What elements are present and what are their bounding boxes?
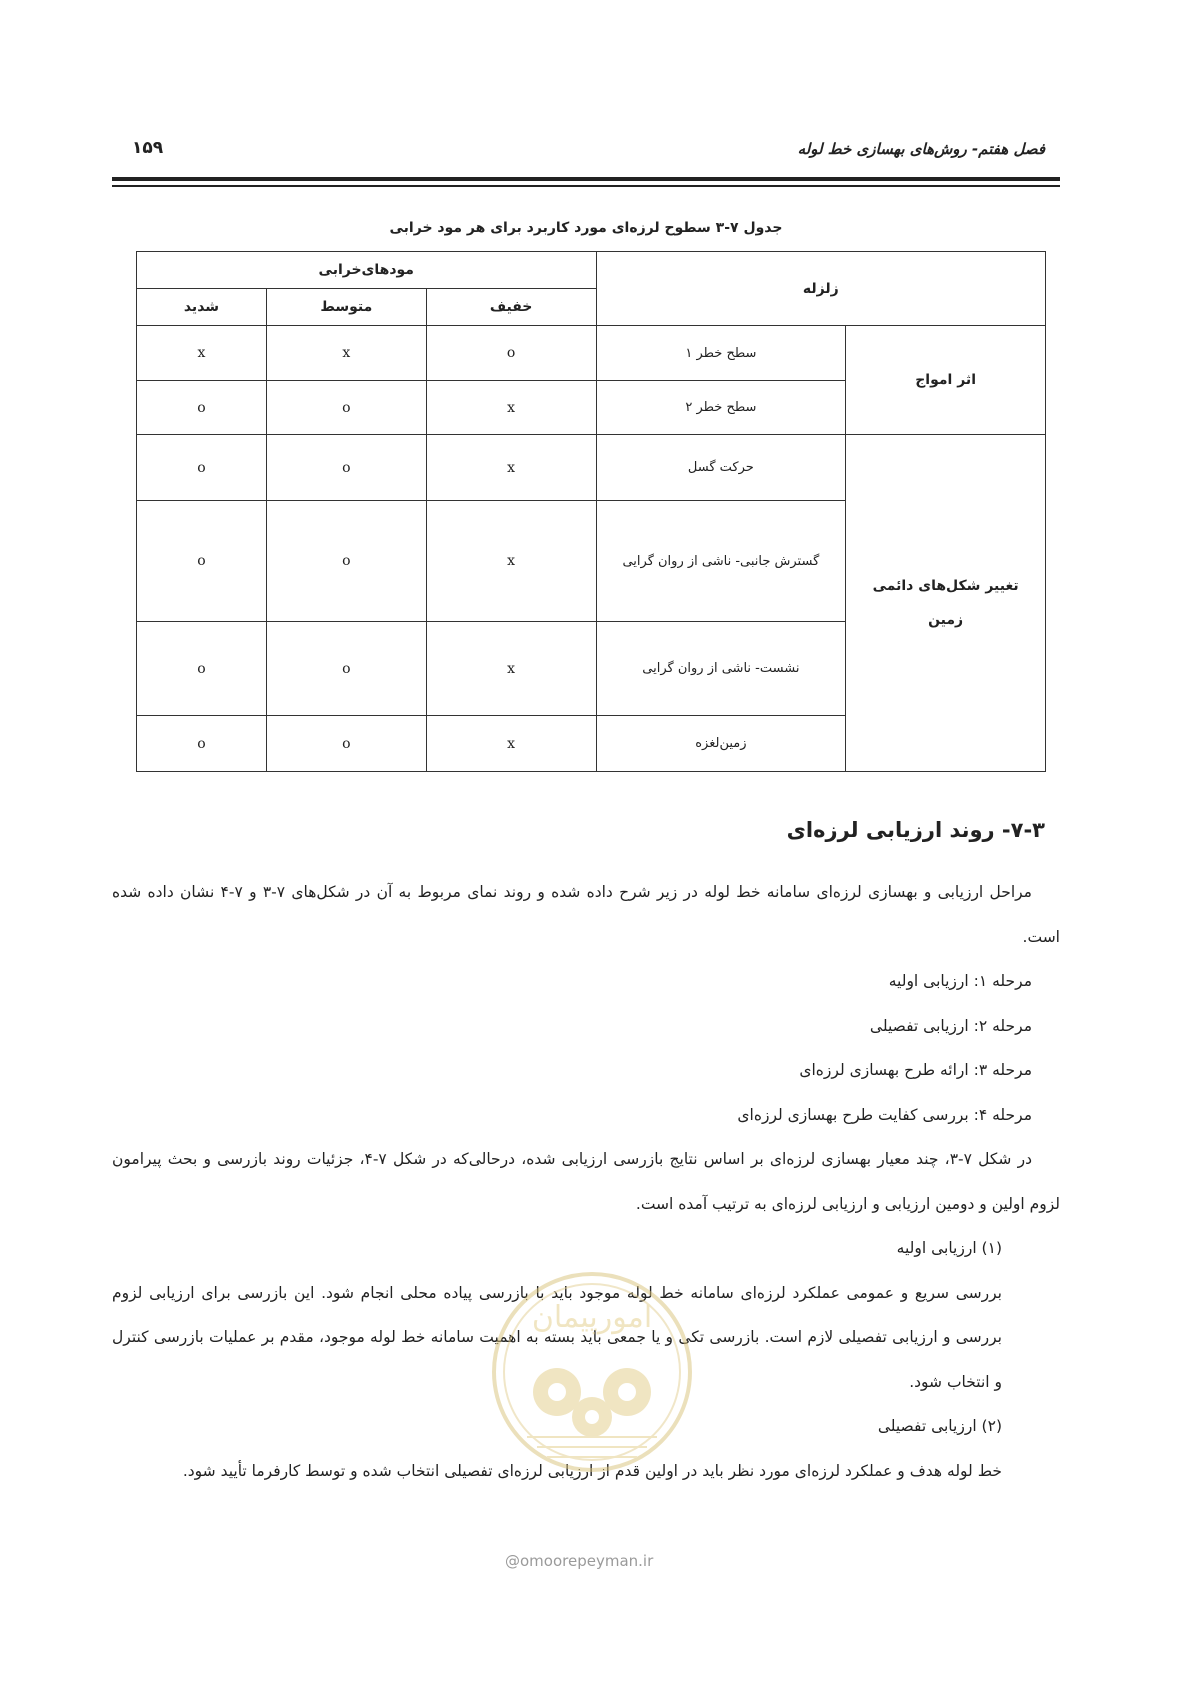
cell-severe: o [137, 716, 267, 772]
subsection-title: (۲) ارزیابی تفصیلی [877, 1417, 1002, 1435]
cell-light: x [426, 716, 596, 772]
row-label: زمین‌لغزه [596, 716, 846, 772]
cell-light: o [426, 326, 596, 381]
body-text [112, 870, 1060, 1493]
cell-light: x [426, 435, 596, 501]
row-label: حرکت گسل [596, 435, 846, 501]
cell-medium: x [266, 326, 426, 381]
cell-light: x [426, 501, 596, 622]
cell-medium: o [266, 435, 426, 501]
cell-severe: o [137, 501, 267, 622]
row-label: سطح خطر ۲ [596, 381, 846, 435]
step-1: مرحله ۱: ارزیابی اولیه [888, 972, 1032, 990]
chapter-title: فصل هفتم- روش‌های بهسازی خط لوله [797, 140, 1045, 158]
header-rule-thin [112, 185, 1060, 187]
table-row [137, 326, 1046, 381]
cell-medium: o [266, 622, 426, 716]
cell-severe: x [137, 326, 267, 381]
cell-medium: o [266, 381, 426, 435]
row-label: سطح خطر ۱ [596, 326, 846, 381]
header-medium: متوسط [266, 289, 426, 326]
cell-severe: o [137, 435, 267, 501]
cell-light: x [426, 622, 596, 716]
section-title: ۷-۳- روند ارزیابی لرزه‌ای [786, 818, 1045, 842]
subsection-text: بررسی سریع و عمومی عملکرد لرزه‌ای سامانه خط لوله موجود باید با بازرسی پیاده محلی انجام شود. این بازرسی برای ارزیابی لزوم بررسی و ارزیابی تفصیلی لازم است. بازرسی تکی و یا جمعی باید بسته به اهمیت سامانه خط لوله موجود، مقدم بر عملیات بازرسی کنترل و انتخاب شود. [112, 1283, 1002, 1391]
step-2: مرحله ۲: ارزیابی تفصیلی [869, 1016, 1032, 1035]
cell-medium: o [266, 716, 426, 772]
table-row [137, 435, 1046, 501]
group-wave-effect: اثر امواج [846, 326, 1046, 435]
paragraph: در شکل ۷-۳، چند معیار بهسازی لرزه‌ای بر اساس نتایج بازرسی ارزیابی شده، درحالی‌که در شکل ۷-۴، جزئیات روند بازرسی و بحث پیرامون لزوم اولین و دومین ارزیابی و ارزیابی لرزه‌ای به ترتیب آمده است. [112, 1150, 1060, 1213]
watermark-logo-text: امورپیمان [531, 1300, 653, 1335]
subsection-text: خط لوله هدف و عملکرد لرزه‌ای مورد نظر باید در اولین قدم از ارزیابی لرزه‌ای تفصیلی انتخاب شده و توسط کارفرما تأیید شود. [182, 1461, 1002, 1480]
cell-severe: o [137, 381, 267, 435]
cell-medium: o [266, 501, 426, 622]
header-severe: شدید [137, 289, 267, 326]
header-earthquake: زلزله [596, 252, 1045, 326]
seismic-levels-table [136, 251, 1046, 772]
cell-light: x [426, 381, 596, 435]
paragraph: مراحل ارزیابی و بهسازی لرزه‌ای سامانه خط لوله در زیر شرح داده شده و روند نمای مربوط به آن در شکل‌های ۷-۳ و ۷-۴ نشان داده شده است. [112, 883, 1060, 946]
subsection-title: (۱) ارزیابی اولیه [896, 1239, 1002, 1257]
watermark-url: @omoorepeyman.ir [505, 1552, 654, 1570]
header-light: خفیف [426, 289, 596, 326]
group2-line1: تغییر شکل‌های دائمی [872, 578, 1019, 594]
page-number: ۱۵۹ [132, 138, 164, 158]
row-label: نشست- ناشی از روان گرایی [596, 622, 846, 716]
step-3: مرحله ۳: ارائه طرح بهسازی لرزه‌ای [799, 1061, 1032, 1079]
group2-line2: زمین [928, 612, 964, 628]
table-caption: جدول ۷-۳ سطوح لرزه‌ای مورد کاربرد برای هر مود خرابی [389, 220, 783, 236]
header-rule-thick [112, 177, 1060, 181]
group-ground-deformation [846, 435, 1046, 772]
step-4: مرحله ۴: بررسی کفایت طرح بهسازی لرزه‌ای [737, 1105, 1032, 1124]
cell-severe: o [137, 622, 267, 716]
row-label: گسترش جانبی- ناشی از روان گرایی [596, 501, 846, 622]
header-failure-modes: مودهای‌خرابی [137, 252, 597, 289]
